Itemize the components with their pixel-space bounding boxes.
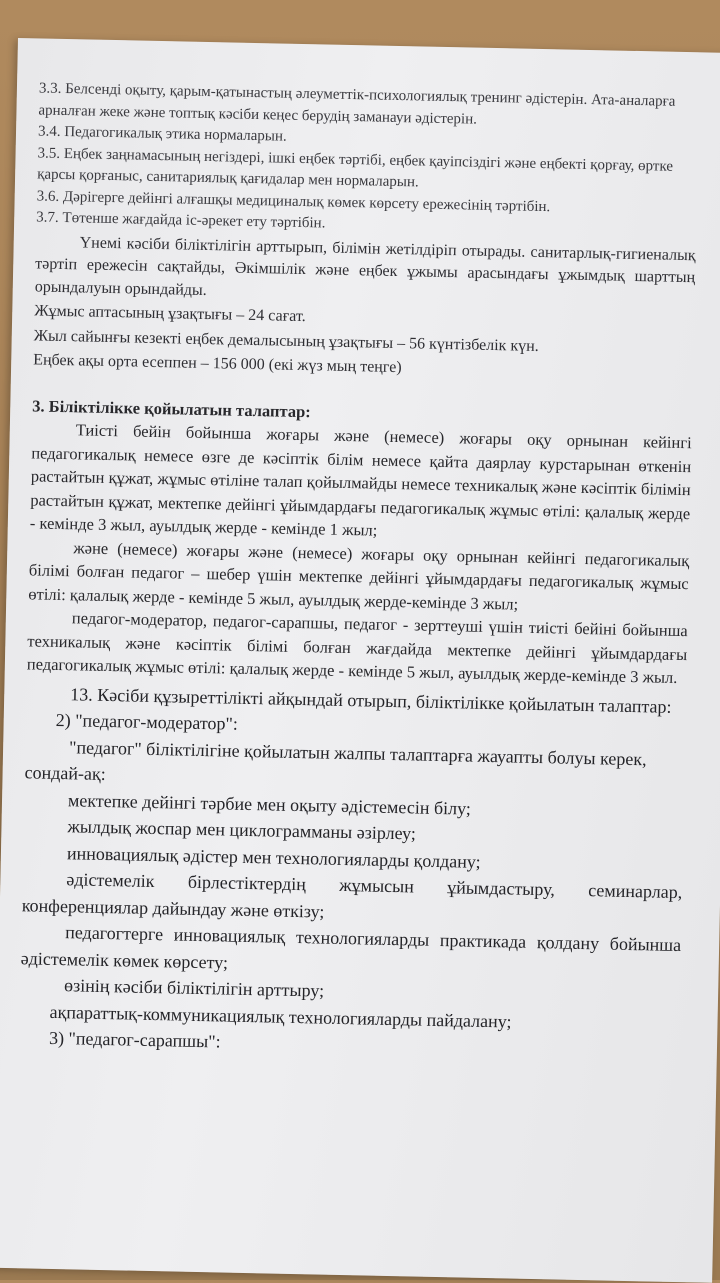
duties-paragraph: Үнемі кәсіби біліктілігін арттырып, білімін жетілдіріп отырады. санитарлық-гигиеналық тәртіп ережесін сақтайды, Әкімшілік және еңбек ұжымы арасындағы ұжымдық шарттың орындалуын орындайды. — [34, 233, 696, 299]
moderator-list-item: әдістемелік бірлестіктердің жұмысын ұйымдастыру, семинарлар, конференциялар дайындау және өткізу; — [21, 869, 683, 922]
work-week: Жұмыс аптасының ұзақтығы – 24 сағат. — [34, 302, 306, 326]
requirements-paragraph-2: және (немесе) жоғары және (немесе) жоғары оқу орнынан кейінгі педагогикалық білімі болған педагог – шебер үшін мектепке дейінгі ұйымдардағы педагогикалық жұмыс өтілі: қалалық жерде - кемінде 5 жыл, ауылдық жерде-кемінде 3 жыл; — [28, 537, 690, 614]
item-3-4: 3.4. Педагогикалық этика нормаларын. — [37, 123, 287, 145]
item-3-7: 3.7. Төтенше жағдайда іс-әрекет ету тәртібін. — [36, 209, 326, 232]
item-3-5: 3.5. Еңбек заңнамасының негіздері, ішкі еңбек тәртібі, еңбек қауіпсіздігі және еңбекті қорғау, өртке қарсы қорғаныс, санитариялық қағидалар мен нормаларын. — [36, 144, 674, 191]
moderator-list-item: педагогтерге инновациялық технологияларды практикада қолдану бойынша әдістемелік көмек көрсету; — [20, 922, 682, 973]
document-page — [0, 38, 720, 1283]
moderator-list-item: мектепке дейінгі тәрбие мен оқыту әдістемесін білу; — [67, 789, 472, 819]
item-13: 13. Кәсіби құзыреттілікті айқындай отырып, біліктілікке қойылатын талаптар: — [70, 683, 672, 717]
expert-heading: 3) "педагог-сарапшы": — [48, 1027, 221, 1052]
moderator-heading: 2) "педагог-модератор": — [55, 709, 239, 734]
salary: Еңбек ақы орта есеппен – 156 000 (екі жүз мың теңге) — [33, 351, 402, 377]
requirements-paragraph-3: педагог-модератор, педагог-сарапшы, педагог - зерттеуші үшін тиісті бейіні бойынша техникалық және кәсіптік білімі болған жағдайда мектепке дейінгі ұйымдардағы педагогикалық жұмыс өтілі: қалалық жерде - кемінде 5 жыл, ауылдық жерде-кемінде 3 жыл. — [26, 608, 688, 687]
document-text — [19, 78, 699, 1064]
moderator-list-item: жылдық жоспар мен циклограмманы әзірлеу; — [67, 816, 417, 844]
moderator-intro: "педагог" біліктілігіне қойылатын жалпы талаптарға жауапты болуы керек, сондай-ақ: — [24, 736, 647, 784]
item-3-3: 3.3. Белсенді оқыту, қарым-қатынастың әлеуметтік-психологиялық тренинг әдістерін. Ата-аналарға арналған жеке және топтық кәсіби кеңес берудің заманауи әдістерін. — [38, 80, 676, 128]
vacation-length: Жыл сайынғы кезекті еңбек демалысының ұзақтығы – 56 күнтізбелік күн. — [33, 326, 539, 355]
requirements-paragraph-1: Тиісті бейін бойынша жоғары және (немесе) жоғары оқу орнынан кейінгі педагогикалық немесе өзге де кәсіптік білім немесе қайта даярлау курстарынан өткенін растайтын құжат, жұмыс өтіліне талап қойылмайды немесе техникалық және кәсіптік білімін растайтын құжат, мектепке дейінгі ұйымдардағы педагогикалық жұмыс өтілі: қалалық жерде - кемінде 3 жыл, ауылдық жерде - кемінде 1 жыл; — [29, 420, 692, 540]
section-3-heading: 3. Біліктілікке қойылатын талаптар: — [32, 395, 311, 421]
moderator-list-item: ақпараттық-коммуникациялық технологияларды пайдалану; — [49, 1001, 512, 1032]
item-3-6: 3.6. Дәрігерге дейінгі алғашқы медициналық көмек көрсету ережесінің тәртібін. — [36, 187, 551, 215]
moderator-list-item: өзінің кәсіби біліктілігін арттыру; — [63, 975, 325, 1001]
moderator-list-item: инновациялық әдістер мен технологияларды қолдану; — [66, 842, 481, 872]
